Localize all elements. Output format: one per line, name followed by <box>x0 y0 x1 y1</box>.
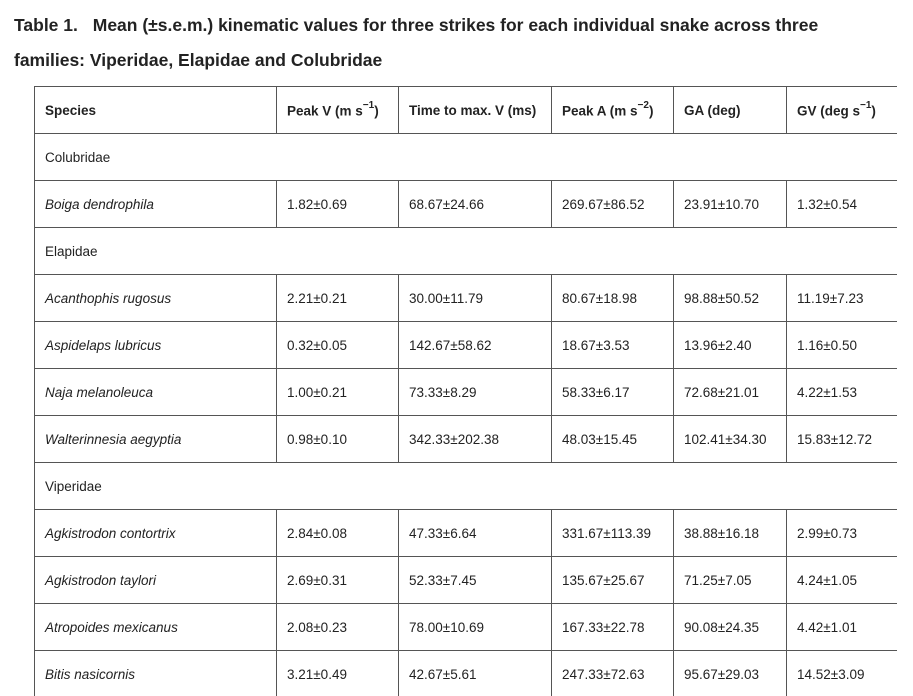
header-gv-text: GV (deg s <box>797 103 861 119</box>
header-peak-v-text: Peak V (m s <box>287 103 363 119</box>
cell-peak-a: 18.67±3.53 <box>552 322 674 369</box>
species-name: Aspidelaps lubricus <box>35 322 277 369</box>
cell-gv: 11.19±7.23 <box>787 275 897 322</box>
cell-time: 52.33±7.45 <box>399 557 552 604</box>
cell-time: 42.67±5.61 <box>399 651 552 696</box>
cell-peak-v: 2.84±0.08 <box>277 510 399 557</box>
cell-peak-v: 1.00±0.21 <box>277 369 399 416</box>
header-gv-exponent: −1 <box>860 99 872 111</box>
cell-peak-v: 2.08±0.23 <box>277 604 399 651</box>
cell-ga: 90.08±24.35 <box>674 604 787 651</box>
cell-ga: 38.88±16.18 <box>674 510 787 557</box>
table-row <box>35 651 897 696</box>
cell-peak-v: 3.21±0.49 <box>277 651 399 696</box>
family-row <box>35 134 897 181</box>
header-peak-a-text: Peak A (m s <box>562 103 638 119</box>
table-header-row <box>35 87 897 134</box>
cell-peak-v: 2.69±0.31 <box>277 557 399 604</box>
cell-peak-a: 167.33±22.78 <box>552 604 674 651</box>
table-row <box>35 604 897 651</box>
header-peak-v <box>277 87 399 134</box>
cell-ga: 98.88±50.52 <box>674 275 787 322</box>
header-time-to-max: Time to max. V (ms) <box>399 87 552 134</box>
cell-time: 342.33±202.38 <box>399 416 552 463</box>
cell-peak-v: 0.32±0.05 <box>277 322 399 369</box>
species-name: Agkistrodon contortrix <box>35 510 277 557</box>
family-label: Elapidae <box>35 228 897 275</box>
kinematics-table <box>34 86 897 696</box>
table-caption <box>14 8 894 78</box>
header-species: Species <box>35 87 277 134</box>
cell-gv: 1.32±0.54 <box>787 181 897 228</box>
cell-time: 142.67±58.62 <box>399 322 552 369</box>
header-peak-v-close: ) <box>374 103 379 119</box>
cell-ga: 13.96±2.40 <box>674 322 787 369</box>
family-row <box>35 463 897 510</box>
header-peak-a <box>552 87 674 134</box>
cell-gv: 4.24±1.05 <box>787 557 897 604</box>
cell-time: 30.00±11.79 <box>399 275 552 322</box>
table-title: Mean (±s.e.m.) kinematic values for three strikes for each individual snake across three families: Viperidae, Elapidae and Colubridae <box>14 15 819 70</box>
table-number: Table 1. <box>14 15 78 35</box>
table-row <box>35 416 897 463</box>
species-name: Bitis nasicornis <box>35 651 277 696</box>
species-name: Agkistrodon taylori <box>35 557 277 604</box>
cell-peak-v: 1.82±0.69 <box>277 181 399 228</box>
cell-peak-a: 58.33±6.17 <box>552 369 674 416</box>
cell-time: 68.67±24.66 <box>399 181 552 228</box>
cell-peak-v: 2.21±0.21 <box>277 275 399 322</box>
cell-gv: 1.16±0.50 <box>787 322 897 369</box>
cell-peak-a: 269.67±86.52 <box>552 181 674 228</box>
cell-peak-a: 331.67±113.39 <box>552 510 674 557</box>
table-row <box>35 322 897 369</box>
header-ga: GA (deg) <box>674 87 787 134</box>
cell-peak-a: 247.33±72.63 <box>552 651 674 696</box>
cell-gv: 14.52±3.09 <box>787 651 897 696</box>
cell-ga: 72.68±21.01 <box>674 369 787 416</box>
cell-gv: 4.22±1.53 <box>787 369 897 416</box>
family-label: Viperidae <box>35 463 897 510</box>
family-row <box>35 228 897 275</box>
cell-ga: 95.67±29.03 <box>674 651 787 696</box>
table-row <box>35 557 897 604</box>
header-gv <box>787 87 897 134</box>
species-name: Acanthophis rugosus <box>35 275 277 322</box>
species-name: Walterinnesia aegyptia <box>35 416 277 463</box>
species-name: Boiga dendrophila <box>35 181 277 228</box>
species-name: Naja melanoleuca <box>35 369 277 416</box>
cell-ga: 23.91±10.70 <box>674 181 787 228</box>
cell-time: 73.33±8.29 <box>399 369 552 416</box>
table-row <box>35 369 897 416</box>
table-row <box>35 275 897 322</box>
cell-time: 47.33±6.64 <box>399 510 552 557</box>
cell-time: 78.00±10.69 <box>399 604 552 651</box>
cell-peak-v: 0.98±0.10 <box>277 416 399 463</box>
cell-ga: 102.41±34.30 <box>674 416 787 463</box>
table-row <box>35 510 897 557</box>
table-body <box>35 134 897 696</box>
cell-peak-a: 48.03±15.45 <box>552 416 674 463</box>
species-name: Atropoides mexicanus <box>35 604 277 651</box>
header-peak-a-close: ) <box>648 103 654 119</box>
table-row <box>35 181 897 228</box>
family-label: Colubridae <box>35 134 897 181</box>
header-peak-a-exponent: −2 <box>637 99 649 111</box>
header-peak-v-exponent: −1 <box>362 99 375 111</box>
cell-gv: 2.99±0.73 <box>787 510 897 557</box>
cell-gv: 4.42±1.01 <box>787 604 897 651</box>
cell-peak-a: 135.67±25.67 <box>552 557 674 604</box>
cell-ga: 71.25±7.05 <box>674 557 787 604</box>
header-gv-close: ) <box>871 103 876 119</box>
cell-gv: 15.83±12.72 <box>787 416 897 463</box>
cell-peak-a: 80.67±18.98 <box>552 275 674 322</box>
